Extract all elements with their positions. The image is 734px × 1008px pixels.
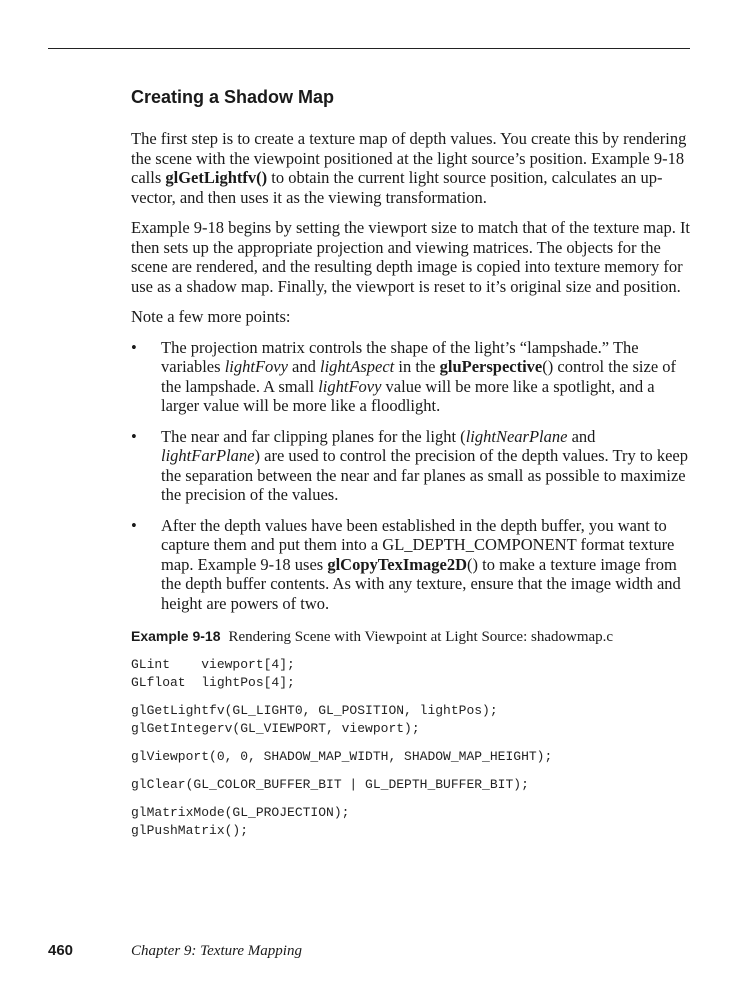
bullet-icon: • — [131, 337, 137, 357]
bullet-item-2 — [131, 427, 691, 505]
code-block-matrix-mode: glMatrixMode(GL_PROJECTION); glPushMatrix(); — [131, 804, 350, 838]
bullet1-text-a: The projection matrix controls the shape of the light’s “lampshade.” The variables — [161, 337, 639, 376]
bullet1-var-lightaspect: lightAspect — [320, 357, 395, 376]
example-caption-text: Rendering Scene with Viewpoint at Light Source: shadowmap.c — [228, 629, 614, 645]
header-rule — [48, 48, 690, 49]
bullet1-text-e: in the — [394, 357, 440, 376]
code-block-clear: glClear(GL_COLOR_BUFFER_BIT | GL_DEPTH_BUFFER_BIT); — [131, 776, 529, 792]
bullet2-var-lightnearplane: lightNearPlane — [465, 426, 568, 446]
code-block-get-light: glGetLightfv(GL_LIGHT0, GL_POSITION, lightPos); glGetIntegerv(GL_VIEWPORT, viewport); — [131, 702, 498, 736]
para1-text-a: The first step is to create a texture map of depth values. You create this by rendering the scene with the viewpoint positioned at the light source’s position. Example 9-18 calls — [131, 129, 687, 187]
code-block-declarations: GLint viewport[4]; GLfloat lightPos[4]; — [131, 656, 295, 690]
page-number: 460 — [48, 942, 74, 959]
bullet1-text-c: and — [287, 357, 320, 376]
paragraph-2: Example 9-18 begins by setting the viewport size to match that of the texture map. It then sets up the appropriate projection and viewing matrices. The objects for the scene are rendered, and the resulting depth image is copied into texture memory for use as a shadow map. Finally, the viewport is reset to it’s original size and position. — [131, 218, 691, 296]
running-head: Chapter 9: Texture Mapping — [131, 943, 302, 959]
bullet1-var-lightfovy: lightFovy — [224, 357, 288, 376]
bullet1-text-g: () control the size of the lampshade. A small — [161, 357, 677, 396]
example-label: Example 9-18 — [131, 628, 221, 644]
paragraph-1 — [131, 129, 691, 207]
paragraph-3: Note a few more points: — [131, 307, 291, 326]
bullet-icon: • — [131, 426, 137, 446]
page-body — [131, 86, 691, 850]
page-footer — [48, 942, 688, 962]
function-glcopyteximage2d: glCopyTexImage2D — [327, 554, 467, 574]
para1-text-c: to obtain the current light source position, calculates an up-vector, and then uses it as the viewing transformation. — [131, 168, 663, 207]
code-block-viewport: glViewport(0, 0, SHADOW_MAP_WIDTH, SHADOW_MAP_HEIGHT); — [131, 748, 553, 764]
bullet-item-1 — [131, 338, 691, 416]
bullet-item-3 — [131, 516, 691, 614]
bullet-list — [131, 338, 691, 614]
bullet2-text-e: ) are used to control the precision of the depth values. Try to keep the separation between the near and far planes as small as possible to maximize the precision of the values. — [161, 446, 688, 504]
bullet1-var-lightfovy-2: lightFovy — [318, 376, 382, 396]
bullet1-text-i: value will be more like a spotlight, and a larger value will be more like a floodlight. — [161, 376, 655, 415]
section-title: Creating a Shadow Map — [131, 87, 335, 107]
bullet3-text-a: After the depth values have been established in the depth buffer, you want to capture them and put them into a GL_DEPTH_COMPONENT format texture map. Example 9-18 uses — [161, 515, 675, 574]
bullet2-text-c: and — [567, 426, 596, 446]
function-gluperspective: gluPerspective — [439, 357, 543, 376]
bullet2-var-lightfarplane: lightFarPlane — [161, 446, 255, 465]
bullet2-text-a: The near and far clipping planes for the light ( — [161, 426, 466, 446]
function-glgetlightfv: glGetLightfv() — [165, 168, 268, 187]
example-caption — [131, 627, 691, 648]
bullet-icon: • — [131, 515, 137, 535]
bullet3-text-c: () to make a texture image from the depth buffer contents. As with any texture, ensure that the image width and height are powers of two. — [161, 554, 681, 613]
